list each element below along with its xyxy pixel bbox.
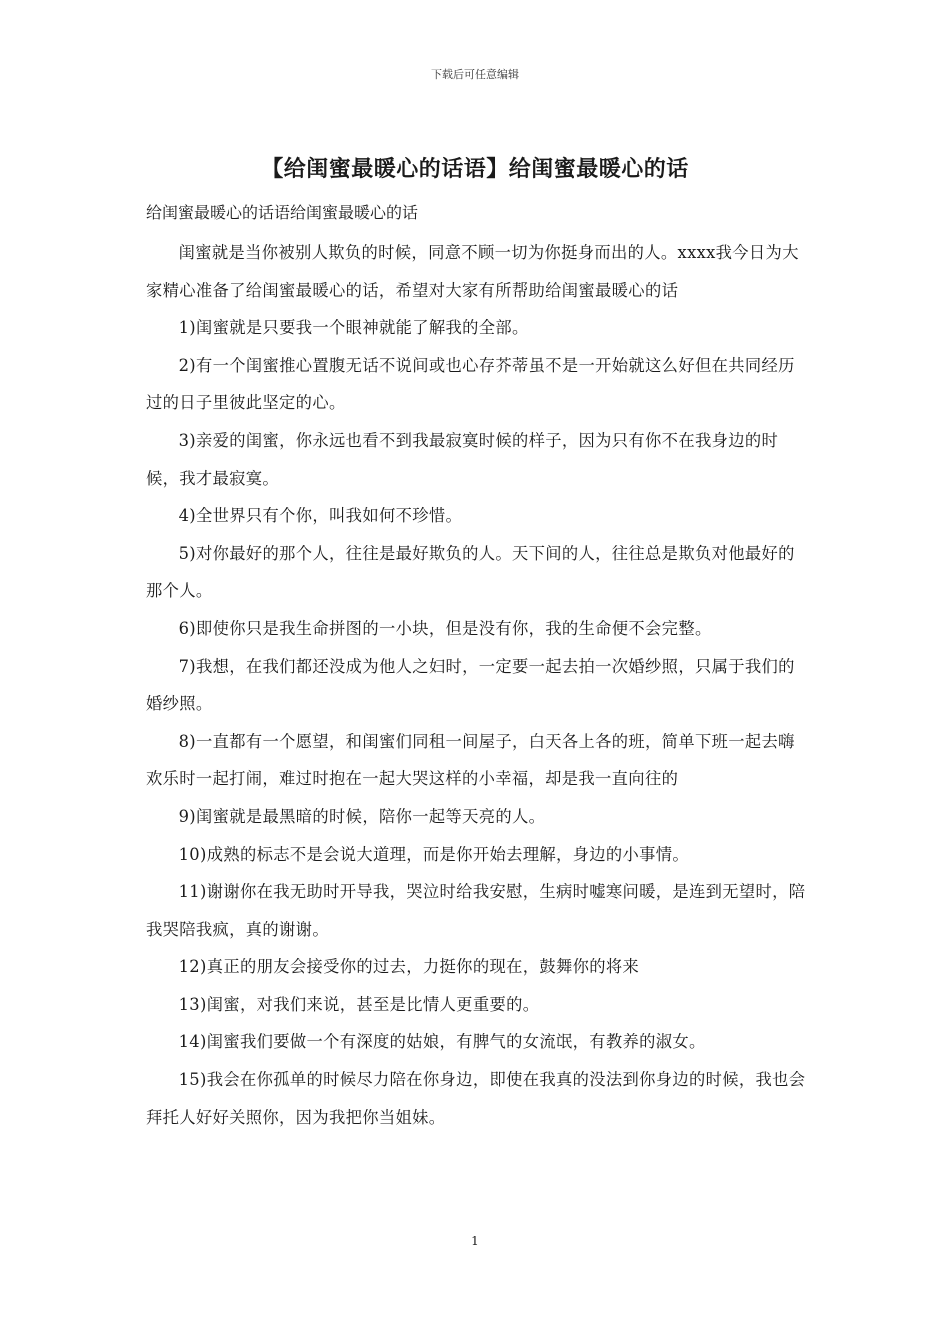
paragraph: 15)我会在你孤单的时候尽力陪在你身边，即使在我真的没法到你身边的时候，我也会拜托人好好关照你，因为我把你当姐妹。: [146, 1070, 806, 1127]
document-title: 【给闺蜜最暖心的话语】给闺蜜最暖心的话: [261, 156, 689, 182]
paragraph: 闺蜜就是当你被别人欺负的时候，同意不顾一切为你挺身而出的人。xxxx我今日为大家精心准备了给闺蜜最暖心的话，希望对大家有所帮助给闺蜜最暖心的话: [146, 243, 799, 300]
paragraph: 9)闺蜜就是最黑暗的时候，陪你一起等天亮的人。: [178, 806, 546, 826]
paragraph: 11)谢谢你在我无助时开导我，哭泣时给我安慰，生病时嘘寒问暖，是连到无望时，陪我哭陪我疯，真的谢谢。: [146, 882, 806, 939]
paragraph: 10)成熟的标志不是会说大道理，而是你开始去理解，身边的小事情。: [178, 844, 690, 864]
document-body: [146, 234, 808, 1136]
paragraph: 2)有一个闺蜜推心置腹无话不说间或也心存芥蒂虽不是一开始就这么好但在共同经历过的日子里彼此坚定的心。: [146, 355, 795, 413]
page-header: 下载后可任意编辑: [431, 68, 519, 81]
paragraph: 3)亲爱的闺蜜，你永远也看不到我最寂寞时候的样子，因为只有你不在我身边的时候，我才最寂寞。: [146, 430, 779, 488]
paragraph: 8)一直都有一个愿望，和闺蜜们同租一间屋子，白天各上各的班，简单下班一起去嗨欢乐时一起打闹，难过时抱在一起大哭这样的小幸福，却是我一直向往的: [146, 731, 795, 789]
page-number: 1: [471, 1234, 479, 1248]
paragraph: 1)闺蜜就是只要我一个眼神就能了解我的全部。: [178, 318, 529, 338]
paragraph: 13)闺蜜，对我们来说，甚至是比情人更重要的。: [178, 994, 540, 1014]
paragraph: 7)我想，在我们都还没成为他人之妇时，一定要一起去拍一次婚纱照，只属于我们的婚纱照。: [146, 656, 795, 714]
paragraph: 12)真正的朋友会接受你的过去，力挺你的现在，鼓舞你的将来: [178, 957, 640, 977]
paragraph: 6)即使你只是我生命拼图的一小块，但是没有你，我的生命便不会完整。: [178, 618, 712, 638]
document-subtitle: 给闺蜜最暖心的话语给闺蜜最暖心的话: [146, 203, 419, 222]
paragraph: 4)全世界只有个你，叫我如何不珍惜。: [178, 506, 463, 526]
paragraph: 5)对你最好的那个人，往往是最好欺负的人。天下间的人，往往总是欺负对他最好的那个人。: [146, 543, 795, 601]
paragraph: 14)闺蜜我们要做一个有深度的姑娘，有脾气的女流氓，有教养的淑女。: [178, 1032, 706, 1052]
